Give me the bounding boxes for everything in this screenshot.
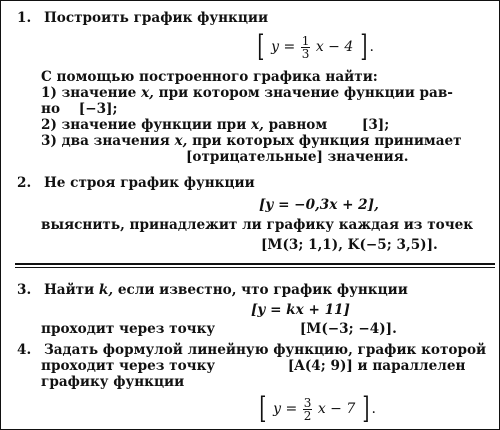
- task2-formula: [y = −0,3x + 2],: [259, 197, 379, 213]
- task2-title: Не строя график функции: [43, 175, 255, 191]
- task2-number: 2.: [17, 175, 32, 191]
- task1-item3: 3) два значения x, при которых функция принимает: [41, 133, 462, 149]
- task4-line3: графику функции: [41, 374, 185, 390]
- task1-number: 1.: [17, 10, 32, 26]
- task1-item1-cont: но [−3];: [41, 101, 118, 117]
- task4-line2: проходит через точку [A(4; 9)] и параллелен: [41, 358, 466, 374]
- task3-title-line: 3. Найти k, если известно, что график функции: [17, 282, 408, 298]
- task4-fraction: $\frac{3}{2}$: [303, 395, 312, 423]
- section-divider-secondary: [15, 267, 495, 268]
- task2-question: выяснить, принадлежит ли графику каждая из точек: [41, 217, 474, 233]
- task2-points: [M(3; 1,1), K(−5; 3,5)].: [261, 237, 438, 253]
- task1-item2: 2) значение функции при x, равном [3];: [41, 117, 390, 133]
- task3-number: 3.: [17, 282, 32, 298]
- task3-formula: [y = kx + 11]: [251, 302, 350, 318]
- task1-item1: 1) значение x, при котором значение функции рав-: [41, 85, 453, 101]
- section-divider: [15, 263, 495, 265]
- task1-item3-value: [отрицательные] значения.: [186, 149, 409, 165]
- task1-fraction: $\frac{1}{3}$: [301, 33, 310, 61]
- task1-title-line: [17, 10, 268, 26]
- task4-formula: [ y = $\frac{3}{2}$ x − 7 ] .: [259, 391, 376, 426]
- task3-point-line: проходит через точку [M(−3; −4)].: [41, 321, 397, 337]
- task4-number: 4.: [17, 342, 32, 358]
- task2-title-line: [17, 175, 255, 191]
- task1-formula: [ y = $\frac{1}{3}$ x − 4 ] .: [257, 29, 374, 64]
- task1-intro: С помощью построенного графика найти:: [41, 69, 378, 85]
- task4-line1: 4. Задать формулой линейную функцию, график которой: [17, 342, 487, 358]
- task1-title: Построить график функции: [43, 10, 269, 26]
